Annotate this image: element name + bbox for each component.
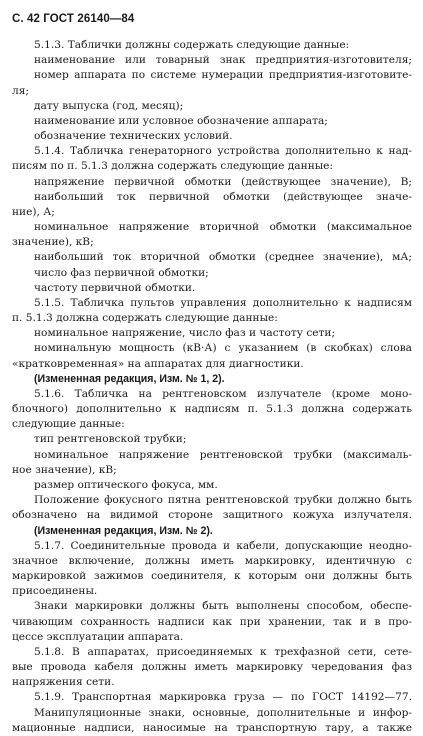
- text-line: номинальную мощность (кВ·А) с указанием (в скобках) слова: [34, 342, 412, 355]
- page-header: С. 42 ГОСТ 26140—84: [12, 13, 135, 25]
- text-line: 5.1.6. Табличка на рентгеновском излучателе (кроме моно-: [34, 387, 412, 400]
- text-line: число фаз первичной обмотки;: [34, 266, 209, 279]
- text-line: номинальное напряжение вторичной обмотки (максимальное: [34, 221, 412, 234]
- text-line: обозначение технических условий.: [34, 130, 233, 143]
- text-line: Знаки маркировки должны быть выполнены способом, обеспе-: [34, 600, 412, 613]
- text-line: 5.1.3. Таблички должны содержать следующие данные:: [34, 39, 350, 51]
- text-line: номинальное напряжение, число фаз и частоту сети;: [34, 327, 336, 340]
- text-line: мационные надписи, наносимые на транспортную тару, а также: [12, 721, 412, 734]
- text-line: 5.1.7. Соединительные провода и кабели, допускающие неодно-: [34, 539, 412, 552]
- document-body: [12, 38, 412, 736]
- text-line: блочного) дополнительно к надписям п. 5.1.3 должна содержать: [12, 403, 412, 416]
- text-line: номер аппарата по системе нумерации предприятия-изготовите-: [34, 69, 412, 82]
- text-line: значное включение, должны иметь маркировку, идентичную с: [12, 554, 412, 567]
- text-line: дату выпуска (год, месяц);: [34, 99, 184, 112]
- text-line: напряжение первичной обмотки (действующее значение), В;: [34, 175, 412, 188]
- text-line: 5.1.9. Транспортная маркировка груза — по ГОСТ 14192—77.: [34, 691, 412, 704]
- text-line: ние), А;: [12, 205, 55, 218]
- text-line: 5.1.4. Табличка генераторного устройства дополнительно к над-: [34, 145, 412, 158]
- text-line: «кратковременная» на аппаратах для диагностики.: [12, 357, 304, 370]
- text-line: напряжения сети.: [12, 676, 115, 689]
- text-line: ное значение), кВ;: [12, 463, 117, 476]
- text-line: обозначено на видимой стороне защитного кожуха излучателя.: [12, 509, 412, 522]
- text-line: вые провода кабеля должны иметь маркировку чередования фаз: [12, 661, 412, 674]
- text-line: п. 5.1.3 должна содержать следующие данные:: [12, 312, 278, 325]
- text-line: маркировкой зажимов соединителя, к которым они должны быть: [12, 570, 412, 583]
- text-line: значение), кВ;: [12, 236, 94, 249]
- text-line: писям по п. 5.1.3 должна содержать следующие данные:: [12, 160, 334, 173]
- text-line: наибольший ток вторичной обмотки (среднее значение), мА;: [34, 251, 412, 264]
- text-line: тип рентгеновской трубки;: [34, 433, 187, 446]
- text-line: размер оптического фокуса, мм.: [34, 478, 218, 491]
- text-line: 5.1.5. Табличка пультов управления дополнительно к надписям: [34, 296, 412, 309]
- text-line: номинальное напряжение рентгеновской трубки (максималь-: [34, 448, 412, 461]
- text-line: следующие данные:: [12, 418, 125, 431]
- amendment-note-line: (Измененная редакция, Изм. № 1, 2).: [34, 372, 225, 385]
- text-line: наибольший ток первичной обмотки (действующее значе-: [34, 190, 412, 203]
- text-line: частоту первичной обмотки.: [34, 281, 196, 294]
- amendment-note-line: (Измененная редакция, Изм. № 2).: [34, 524, 213, 537]
- text-line: Манипуляционные знаки, основные, дополнительные и инфор-: [34, 706, 412, 719]
- text-line: присоединены.: [12, 585, 98, 598]
- text-line: наименование или товарный знак предприятия-изготовителя;: [34, 54, 412, 67]
- text-line: 5.1.8. В аппаратах, присоединяемых к трехфазной сети, сете-: [34, 645, 412, 658]
- text-line: наименование или условное обозначение аппарата;: [34, 114, 328, 127]
- text-line: чивающим сохранность надписи как при хранении, так и в про-: [12, 615, 412, 628]
- text-line: цессе эксплуатации аппарата.: [12, 630, 184, 643]
- text-line: ля;: [12, 84, 29, 97]
- text-line: Положение фокусного пятна рентгеновской трубки должно быть: [34, 494, 412, 507]
